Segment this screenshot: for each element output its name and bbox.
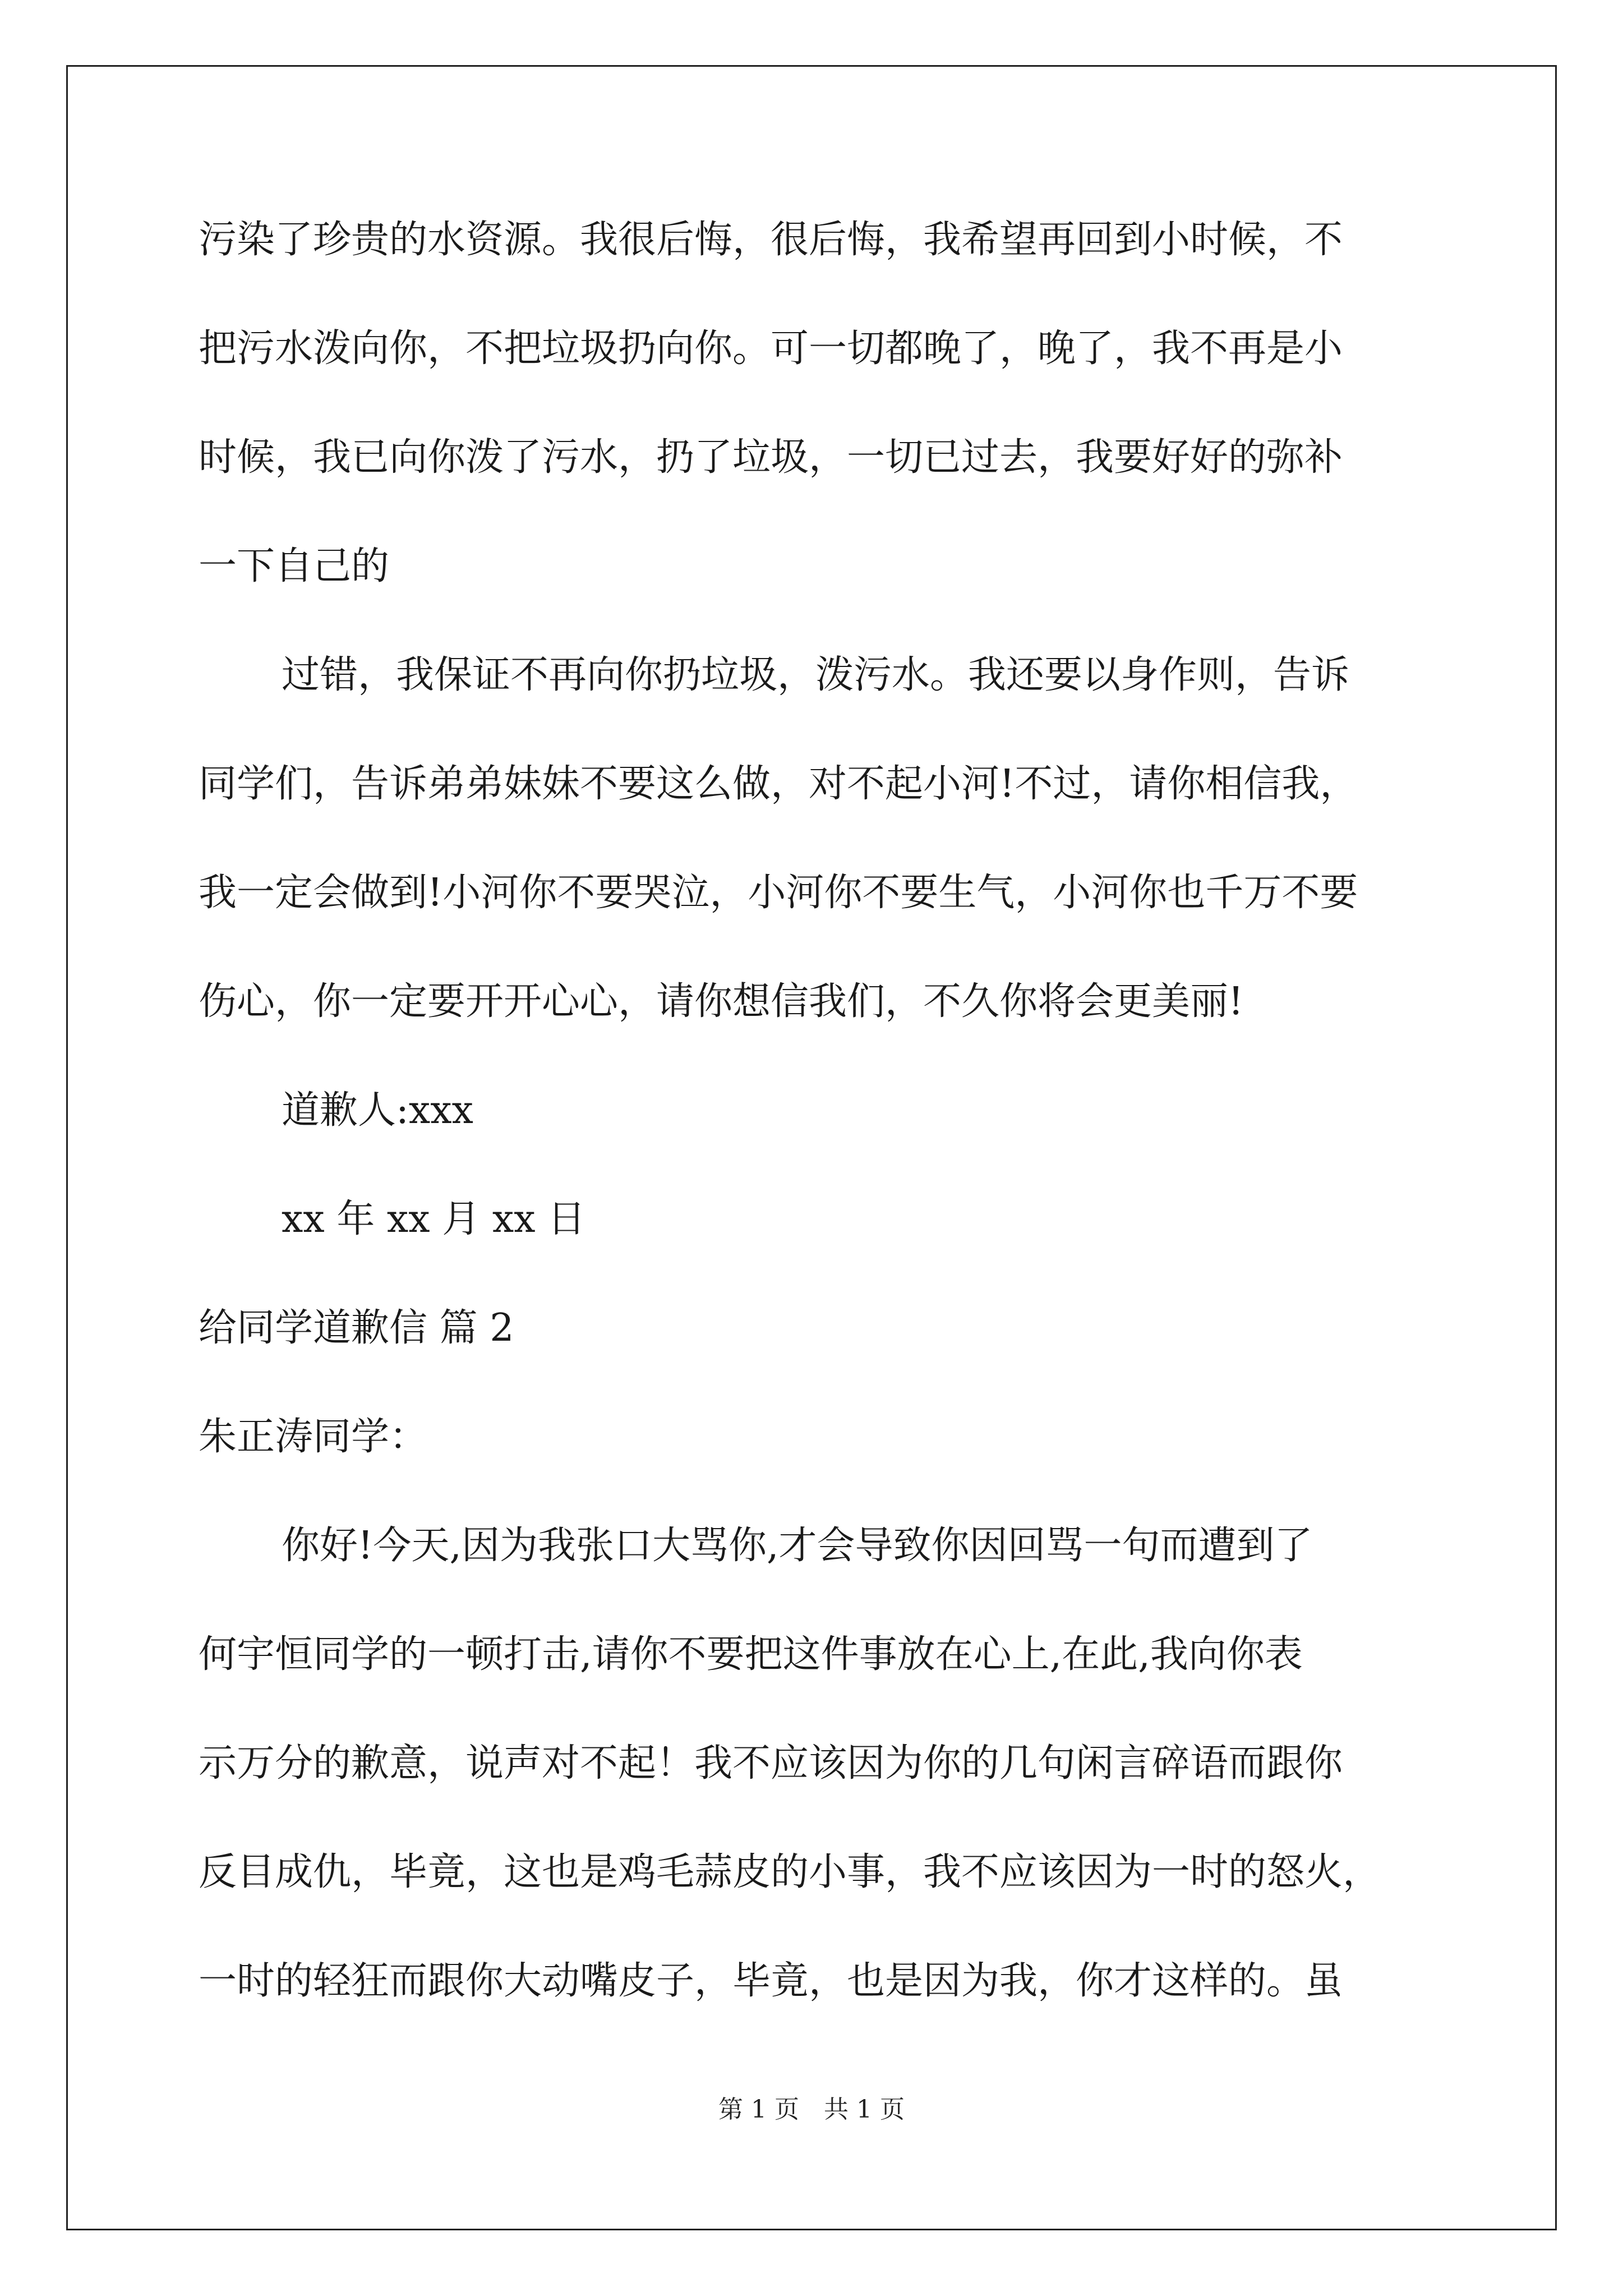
page-footer: 第 1 页 共 1 页 <box>718 2095 905 2124</box>
text-line: 反目成仇，毕竟，这也是鸡毛蒜皮的小事，我不应该因为一时的怒火， <box>199 1850 1381 1894</box>
text-line: 同学们，告诉弟弟妹妹不要这么做，对不起小河!不过，请你相信我， <box>199 762 1358 806</box>
text-line: 过错，我保证不再向你扔垃圾，泼污水。我还要以身作则，告诉 <box>282 653 1350 697</box>
text-line: 示万分的歉意，说声对不起！我不应该因为你的几句闲言碎语而跟你 <box>199 1741 1343 1786</box>
text-line: 污染了珍贵的水资源。我很后悔，很后悔，我希望再回到小时候，不 <box>199 218 1343 262</box>
text-line: 时候，我已向你泼了污水，扔了垃圾，一切已过去，我要好好的弥补 <box>199 435 1343 480</box>
text-line: 我一定会做到!小河你不要哭泣，小河你不要生气，小河你也千万不要 <box>199 871 1358 915</box>
signature-line: 道歉人:xxx <box>282 1088 473 1133</box>
text-line: 一时的轻狂而跟你大动嘴皮子，毕竟，也是因为我，你才这样的。虽 <box>199 1959 1343 2003</box>
text-line: 把污水泼向你，不把垃圾扔向你。可一切都晚了，晚了，我不再是小 <box>199 326 1343 371</box>
section-heading: 给同学道歉信 篇 2 <box>199 1306 514 1350</box>
text-line: 一下自己的 <box>199 544 390 588</box>
text-line: 你好!今天,因为我张口大骂你,才会导致你因回骂一句而遭到了 <box>282 1524 1313 1568</box>
salutation: 朱正涛同学： <box>199 1415 428 1459</box>
text-line: 何宇恒同学的一顿打击,请你不要把这件事放在心上,在此,我向你表 <box>199 1632 1303 1677</box>
date-line: xx 年 xx 月 xx 日 <box>282 1197 586 1241</box>
page-border <box>66 65 1557 2230</box>
text-line: 伤心，你一定要开开心心，请你想信我们，不久你将会更美丽! <box>199 979 1244 1024</box>
